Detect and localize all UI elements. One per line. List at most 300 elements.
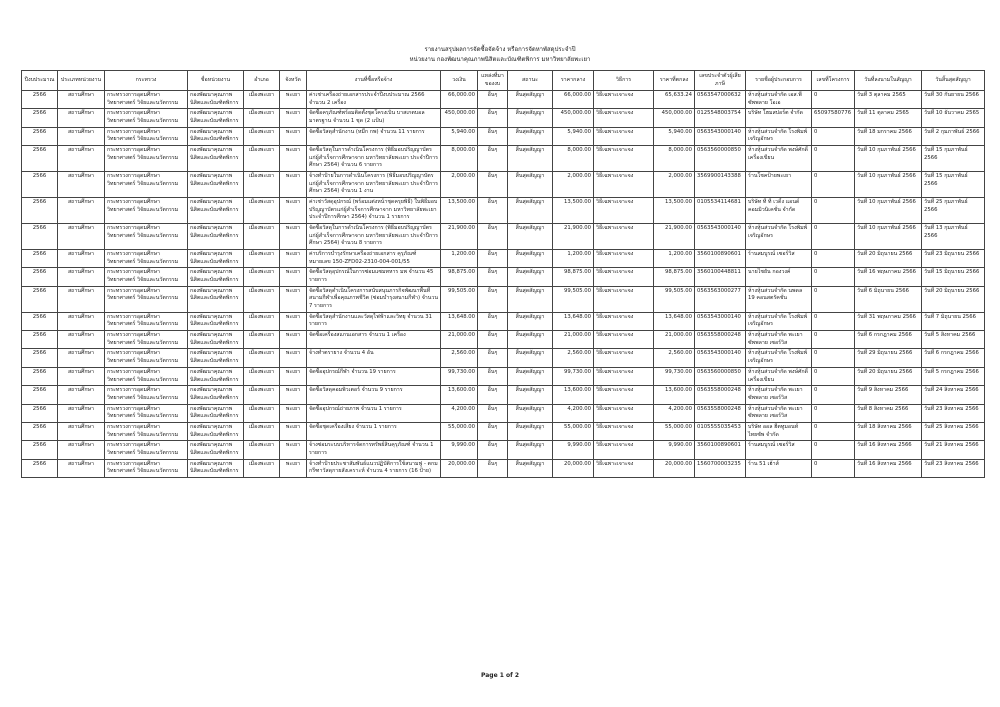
cell-method: วิธีเฉพาะเจาะจง xyxy=(594,404,654,422)
cell-agreed-price: 5,940.00 xyxy=(654,127,695,145)
cell-method: วิธีเฉพาะเจาะจง xyxy=(594,422,654,440)
cell-method: วิธีเฉพาะเจาะจง xyxy=(594,331,654,349)
cell-status: สิ้นสุดสัญญา xyxy=(508,127,553,145)
cell-status: สิ้นสุดสัญญา xyxy=(508,349,553,367)
cell-contract-date: วันที่ 6 มิถุนายน 2566 xyxy=(855,286,922,312)
cell-province: พะเยา xyxy=(280,459,307,477)
column-header-agreed-price: ราคาที่ตกลง xyxy=(654,71,695,91)
cell-project-number: 0 xyxy=(812,250,855,268)
cell-status: สิ้นสุดสัญญา xyxy=(508,331,553,349)
table-row xyxy=(22,109,985,127)
cell-median-price: 99,505.00 xyxy=(553,286,594,312)
column-header-end-date: วันสิ้นสุดสัญญา xyxy=(922,71,985,91)
cell-ministry: กระทรวงการอุดมศึกษา วิทยาศาสตร์ วิจัยและนวัตกรรม xyxy=(105,109,188,127)
cell-method: วิธีเฉพาะเจาะจง xyxy=(594,386,654,404)
cell-district: เมืองพะเยา xyxy=(244,386,280,404)
cell-budget: 8,000.00 xyxy=(441,146,478,172)
cell-ministry: กระทรวงการอุดมศึกษา วิทยาศาสตร์ วิจัยและนวัตกรรม xyxy=(105,198,188,224)
cell-median-price: 8,000.00 xyxy=(553,146,594,172)
cell-vendor-name: ห้างหุ้นส่วนจำกัด พงษ์ศักดิ์เครื่องเขียน xyxy=(746,367,812,385)
cell-project-number: 0 xyxy=(812,268,855,286)
cell-status: สิ้นสุดสัญญา xyxy=(508,286,553,312)
cell-ministry: กระทรวงการอุดมศึกษา วิทยาศาสตร์ วิจัยและนวัตกรรม xyxy=(105,422,188,440)
cell-province: พะเยา xyxy=(280,250,307,268)
cell-agency-name: กองพัฒนาคุณภาพนิสิตและบัณฑิตพิการ xyxy=(188,286,244,312)
cell-agreed-price: 21,900.00 xyxy=(654,224,695,250)
cell-district: เมืองพะเยา xyxy=(244,146,280,172)
cell-province: พะเยา xyxy=(280,312,307,330)
column-header-agency-name: ชื่อหน่วยงาน xyxy=(188,71,244,91)
cell-fiscal-year: 2566 xyxy=(22,367,58,385)
cell-method: วิธีเฉพาะเจาะจง xyxy=(594,367,654,385)
cell-tax-id: 0563558000248 xyxy=(695,331,746,349)
cell-agreed-price: 13,500.00 xyxy=(654,198,695,224)
cell-tax-id: 0563543000140 xyxy=(695,349,746,367)
cell-vendor-name: บริษัท ออล ฮีตทูมอนท์ ไทยซัพ จำกัด xyxy=(746,422,812,440)
cell-agency-type: สถานศึกษา xyxy=(58,422,105,440)
cell-median-price: 98,875.00 xyxy=(553,268,594,286)
cell-fiscal-year: 2566 xyxy=(22,386,58,404)
table-row xyxy=(22,386,985,404)
cell-province: พะเยา xyxy=(280,146,307,172)
cell-agency-name: กองพัฒนาคุณภาพนิสิตและบัณฑิตพิการ xyxy=(188,250,244,268)
cell-contract-date: วันที่ 18 มกราคม 2566 xyxy=(855,127,922,145)
cell-project-number: 0 xyxy=(812,224,855,250)
cell-end-date: วันที่ 23 สิงหาคม 2566 xyxy=(922,404,985,422)
cell-province: พะเยา xyxy=(280,127,307,145)
cell-agreed-price: 55,000.00 xyxy=(654,422,695,440)
cell-vendor-name: ห้างหุ้นส่วนจำกัด โรงพิมพ์เจริญอักษร xyxy=(746,224,812,250)
column-header-method: วิธีการ xyxy=(594,71,654,91)
page-number: Page 1 of 2 xyxy=(481,672,519,679)
cell-vendor-name: ห้างหุ้นส่วนจำกัด โรงพิมพ์เจริญอักษร xyxy=(746,312,812,330)
table-row xyxy=(22,331,985,349)
cell-district: เมืองพะเยา xyxy=(244,404,280,422)
column-header-item-description: งานที่ซื้อหรือจ้าง xyxy=(307,71,441,91)
table-row xyxy=(22,172,985,198)
cell-budget: 2,560.00 xyxy=(441,349,478,367)
cell-item-description: จ้างทำตรายาง จำนวน 4 อัน xyxy=(307,349,441,367)
cell-median-price: 21,000.00 xyxy=(553,331,594,349)
cell-province: พะเยา xyxy=(280,386,307,404)
cell-district: เมืองพะเยา xyxy=(244,91,280,109)
cell-province: พะเยา xyxy=(280,422,307,440)
cell-end-date: วันที่ 25 สิงหาคม 2566 xyxy=(922,422,985,440)
cell-contract-date: วันที่ 10 กุมภาพันธ์ 2566 xyxy=(855,172,922,198)
cell-contract-date: วันที่ 16 สิงหาคม 2566 xyxy=(855,441,922,459)
cell-agency-type: สถานศึกษา xyxy=(58,224,105,250)
cell-agreed-price: 13,600.00 xyxy=(654,386,695,404)
cell-tax-id: 0563563000277 xyxy=(695,286,746,312)
cell-median-price: 4,200.00 xyxy=(553,404,594,422)
cell-agency-name: กองพัฒนาคุณภาพนิสิตและบัณฑิตพิการ xyxy=(188,331,244,349)
cell-fiscal-year: 2566 xyxy=(22,331,58,349)
cell-method: วิธีเฉพาะเจาะจง xyxy=(594,109,654,127)
cell-status: สิ้นสุดสัญญา xyxy=(508,109,553,127)
cell-vendor-name: ห้างหุ้นส่วนจำกัด พะเยา ซัพพลาย เซอร์วิส xyxy=(746,404,812,422)
column-header-ministry: กระทรวง xyxy=(105,71,188,91)
cell-fund-source: อื่นๆ xyxy=(478,224,508,250)
cell-tax-id: 0563558000248 xyxy=(695,386,746,404)
column-header-fund-source: แหล่งที่มาของงบ xyxy=(478,71,508,91)
cell-project-number: 0 xyxy=(812,441,855,459)
cell-tax-id: 0563558000248 xyxy=(695,404,746,422)
cell-contract-date: วันที่ 29 มิถุนายน 2566 xyxy=(855,349,922,367)
cell-district: เมืองพะเยา xyxy=(244,459,280,477)
cell-method: วิธีเฉพาะเจาะจง xyxy=(594,459,654,477)
cell-ministry: กระทรวงการอุดมศึกษา วิทยาศาสตร์ วิจัยและนวัตกรรม xyxy=(105,331,188,349)
cell-vendor-name: ห้างหุ้นส่วนจำกัด พะเยา ซัพพลาย เซอร์วิส xyxy=(746,331,812,349)
cell-method: วิธีเฉพาะเจาะจง xyxy=(594,312,654,330)
cell-province: พะเยา xyxy=(280,198,307,224)
cell-contract-date: วันที่ 20 มิถุนายน 2566 xyxy=(855,250,922,268)
cell-contract-date: วันที่ 20 มิถุนายน 2566 xyxy=(855,367,922,385)
cell-district: เมืองพะเยา xyxy=(244,127,280,145)
cell-item-description: จ้างซ่อมระบบบริหารจัดการทรัพย์สินคุรุภัณฑ์ จำนวน 1 รายการ xyxy=(307,441,441,459)
cell-fiscal-year: 2566 xyxy=(22,250,58,268)
cell-item-description: ค่าเช่าเครื่องถ่ายเอกสารประจำปีงบประมาณ 2566 จำนวน 2 เครื่อง xyxy=(307,91,441,109)
cell-agency-type: สถานศึกษา xyxy=(58,367,105,385)
cell-agency-name: กองพัฒนาคุณภาพนิสิตและบัณฑิตพิการ xyxy=(188,224,244,250)
cell-ministry: กระทรวงการอุดมศึกษา วิทยาศาสตร์ วิจัยและนวัตกรรม xyxy=(105,286,188,312)
table-row xyxy=(22,441,985,459)
cell-project-number: 0 xyxy=(812,146,855,172)
cell-contract-date: วันที่ 31 พฤษภาคม 2566 xyxy=(855,312,922,330)
cell-budget: 98,875.00 xyxy=(441,268,478,286)
cell-agency-type: สถานศึกษา xyxy=(58,127,105,145)
cell-agency-type: สถานศึกษา xyxy=(58,109,105,127)
cell-method: วิธีเฉพาะเจาะจง xyxy=(594,349,654,367)
table-row xyxy=(22,422,985,440)
cell-agency-name: กองพัฒนาคุณภาพนิสิตและบัณฑิตพิการ xyxy=(188,109,244,127)
cell-vendor-name: ร้านสมบูรณ์ เซอร์วิส xyxy=(746,250,812,268)
cell-fund-source: อื่นๆ xyxy=(478,198,508,224)
cell-item-description: จัดซื้อวัสดุสำนักงาน (หมึก กพ) จำนวน 11 รายการ xyxy=(307,127,441,145)
cell-province: พะเยา xyxy=(280,172,307,198)
cell-agreed-price: 2,000.00 xyxy=(654,172,695,198)
cell-budget: 9,990.00 xyxy=(441,441,478,459)
cell-agreed-price: 99,505.00 xyxy=(654,286,695,312)
cell-vendor-name: บริษัท ที ที เวดิ้ง แอนด์ คอมมิวนิเคชั่น จำกัด xyxy=(746,198,812,224)
report-title: รายงานสรุปผลการจัดซื้อจัดจ้าง หรือการจัดหาพัสดุประจำปี xyxy=(424,46,576,53)
cell-project-number: 0 xyxy=(812,286,855,312)
cell-vendor-name: นายไชยัน กองวงค์ xyxy=(746,268,812,286)
cell-median-price: 55,000.00 xyxy=(553,422,594,440)
cell-agency-type: สถานศึกษา xyxy=(58,146,105,172)
cell-province: พะเยา xyxy=(280,268,307,286)
cell-status: สิ้นสุดสัญญา xyxy=(508,250,553,268)
cell-agreed-price: 99,730.00 xyxy=(654,367,695,385)
cell-method: วิธีเฉพาะเจาะจง xyxy=(594,286,654,312)
column-header-province: จังหวัด xyxy=(280,71,307,91)
cell-fund-source: อื่นๆ xyxy=(478,172,508,198)
cell-province: พะเยา xyxy=(280,349,307,367)
cell-budget: 2,000.00 xyxy=(441,172,478,198)
cell-agency-type: สถานศึกษา xyxy=(58,172,105,198)
cell-fiscal-year: 2566 xyxy=(22,172,58,198)
cell-tax-id: 0563543000140 xyxy=(695,127,746,145)
cell-median-price: 20,000.00 xyxy=(553,459,594,477)
cell-ministry: กระทรวงการอุดมศึกษา วิทยาศาสตร์ วิจัยและนวัตกรรม xyxy=(105,459,188,477)
table-row xyxy=(22,349,985,367)
cell-vendor-name: ร้านสมบูรณ์ เซอร์วิส xyxy=(746,441,812,459)
cell-project-number: 0 xyxy=(812,91,855,109)
table-row xyxy=(22,91,985,109)
column-header-status: สถานะ xyxy=(508,71,553,91)
cell-method: วิธีเฉพาะเจาะจง xyxy=(594,268,654,286)
cell-method: วิธีเฉพาะเจาะจง xyxy=(594,172,654,198)
cell-end-date: วันที่ 20 มิถุนายน 2566 xyxy=(922,286,985,312)
cell-district: เมืองพะเยา xyxy=(244,224,280,250)
cell-fund-source: อื่นๆ xyxy=(478,146,508,172)
cell-province: พะเยา xyxy=(280,331,307,349)
cell-vendor-name: ห้างหุ้นส่วนจำกัด โรงพิมพ์เจริญอักษร xyxy=(746,127,812,145)
cell-item-description: ค่าเช่าวัสดุอุปกรณ์ (พร้อมแต่งหน้าชุดครุยพิธี) ในพิธีมอบปริญญาบัตรแก่ผู้สำเร็จการศึกษาจาก มหาวิทยาลัยพะเยา ประจำปีการศึกษา 2564) จำนวน 1 รายการ xyxy=(307,198,441,224)
cell-vendor-name: ห้างหุ้นส่วนจำกัด นพดล 19 คอนสตรัคชั่น xyxy=(746,286,812,312)
cell-budget: 99,505.00 xyxy=(441,286,478,312)
cell-tax-id: 0563543000140 xyxy=(695,224,746,250)
cell-contract-date: วันที่ 9 สิงหาคม 2566 xyxy=(855,386,922,404)
cell-agency-type: สถานศึกษา xyxy=(58,286,105,312)
cell-status: สิ้นสุดสัญญา xyxy=(508,146,553,172)
cell-contract-date: วันที่ 11 ตุลาคม 2565 xyxy=(855,109,922,127)
cell-tax-id: 0125548003754 xyxy=(695,109,746,127)
cell-agency-type: สถานศึกษา xyxy=(58,441,105,459)
cell-fund-source: อื่นๆ xyxy=(478,422,508,440)
column-header-tax-id: เลขประจำตัวผู้เสียภาษี xyxy=(695,71,746,91)
cell-vendor-name: ห้างหุ้นส่วนจำกัด เอส.พี ซัพพลาย โอเอ xyxy=(746,91,812,109)
cell-fund-source: อื่นๆ xyxy=(478,441,508,459)
cell-tax-id: 3560100890601 xyxy=(695,441,746,459)
cell-project-number: 0 xyxy=(812,127,855,145)
cell-status: สิ้นสุดสัญญา xyxy=(508,268,553,286)
cell-tax-id: 0563560000850 xyxy=(695,367,746,385)
cell-budget: 13,500.00 xyxy=(441,198,478,224)
cell-district: เมืองพะเยา xyxy=(244,331,280,349)
cell-agency-name: กองพัฒนาคุณภาพนิสิตและบัณฑิตพิการ xyxy=(188,198,244,224)
cell-ministry: กระทรวงการอุดมศึกษา วิทยาศาสตร์ วิจัยและนวัตกรรม xyxy=(105,146,188,172)
cell-fund-source: อื่นๆ xyxy=(478,404,508,422)
column-header-fiscal-year: ปีงบประมาณ xyxy=(22,71,58,91)
cell-budget: 4,200.00 xyxy=(441,404,478,422)
cell-end-date: วันที่ 15 กุมภาพันธ์ 2566 xyxy=(922,172,985,198)
cell-method: วิธีเฉพาะเจาะจง xyxy=(594,441,654,459)
cell-ministry: กระทรวงการอุดมศึกษา วิทยาศาสตร์ วิจัยและนวัตกรรม xyxy=(105,172,188,198)
cell-status: สิ้นสุดสัญญา xyxy=(508,386,553,404)
cell-district: เมืองพะเยา xyxy=(244,422,280,440)
cell-contract-date: วันที่ 8 สิงหาคม 2566 xyxy=(855,404,922,422)
cell-ministry: กระทรวงการอุดมศึกษา วิทยาศาสตร์ วิจัยและนวัตกรรม xyxy=(105,312,188,330)
cell-status: สิ้นสุดสัญญา xyxy=(508,172,553,198)
cell-item-description: จัดซื้อวัสดุสำนักงานและวัสดุไฟฟ้าและวิทยุ จำนวน 31 รายการ xyxy=(307,312,441,330)
cell-tax-id: 0563547000632 xyxy=(695,91,746,109)
cell-budget: 1,200.00 xyxy=(441,250,478,268)
cell-project-number: 65097580776 xyxy=(812,109,855,127)
cell-median-price: 13,500.00 xyxy=(553,198,594,224)
cell-median-price: 66,000.00 xyxy=(553,91,594,109)
cell-median-price: 1,200.00 xyxy=(553,250,594,268)
cell-agency-name: กองพัฒนาคุณภาพนิสิตและบัณฑิตพิการ xyxy=(188,404,244,422)
cell-budget: 21,000.00 xyxy=(441,331,478,349)
cell-project-number: 0 xyxy=(812,386,855,404)
table-row xyxy=(22,286,985,312)
cell-agency-name: กองพัฒนาคุณภาพนิสิตและบัณฑิตพิการ xyxy=(188,459,244,477)
cell-project-number: 0 xyxy=(812,312,855,330)
cell-vendor-name: ร้านโชคป้ายพะเยา xyxy=(746,172,812,198)
column-header-budget: วงเงิน xyxy=(441,71,478,91)
table-row xyxy=(22,367,985,385)
cell-fiscal-year: 2566 xyxy=(22,459,58,477)
cell-item-description: จ้างทำป้ายในการดำเนินโครงการ (พิธีมอบปริญญาบัตรแก่ผู้สำเร็จการศึกษาจาก มหาวิทยาลัยพะเยา ประจำปีการศึกษา 2564) จำนวน 1 งาน xyxy=(307,172,441,198)
cell-ministry: กระทรวงการอุดมศึกษา วิทยาศาสตร์ วิจัยและนวัตกรรม xyxy=(105,386,188,404)
cell-status: สิ้นสุดสัญญา xyxy=(508,198,553,224)
procurement-table xyxy=(21,70,985,478)
cell-end-date: วันที่ 13 กุมภาพันธ์ 2566 xyxy=(922,224,985,250)
cell-fund-source: อื่นๆ xyxy=(478,91,508,109)
table-row xyxy=(22,127,985,145)
cell-province: พะเยา xyxy=(280,404,307,422)
cell-agreed-price: 8,000.00 xyxy=(654,146,695,172)
cell-agreed-price: 13,648.00 xyxy=(654,312,695,330)
cell-median-price: 450,000.00 xyxy=(553,109,594,127)
table-row xyxy=(22,224,985,250)
cell-item-description: จัดซื้อเครื่องสแกนเอกสาร จำนวน 1 เครื่อง xyxy=(307,331,441,349)
cell-agreed-price: 450,000.00 xyxy=(654,109,695,127)
cell-agreed-price: 2,560.00 xyxy=(654,349,695,367)
cell-vendor-name: บริษัท โฮมสปอร์ต จำกัด xyxy=(746,109,812,127)
column-header-contract-date: วันที่ลงนามในสัญญา xyxy=(855,71,922,91)
cell-budget: 21,900.00 xyxy=(441,224,478,250)
cell-district: เมืองพะเยา xyxy=(244,441,280,459)
cell-fund-source: อื่นๆ xyxy=(478,312,508,330)
cell-item-description: จ้างทำป้ายประชาสัมพันธ์แนวปฏิบัติการใช้สนามฟู - ตกม กรีฑาวัสดุกายสังเคราะห์ จำนวน 4 รายการ (16 ป้าย) xyxy=(307,459,441,477)
cell-fiscal-year: 2566 xyxy=(22,127,58,145)
cell-method: วิธีเฉพาะเจาะจง xyxy=(594,250,654,268)
cell-project-number: 0 xyxy=(812,172,855,198)
cell-project-number: 0 xyxy=(812,367,855,385)
cell-project-number: 0 xyxy=(812,404,855,422)
cell-fund-source: อื่นๆ xyxy=(478,109,508,127)
cell-status: สิ้นสุดสัญญา xyxy=(508,404,553,422)
cell-median-price: 5,940.00 xyxy=(553,127,594,145)
cell-vendor-name: ห้างหุ้นส่วนจำกัด โรงพิมพ์เจริญอักษร xyxy=(746,349,812,367)
cell-contract-date: วันที่ 16 พฤษภาคม 2566 xyxy=(855,268,922,286)
cell-item-description: จัดซื้ออุปกรณ์ถ่ายภาพ จำนวน 1 รายการ xyxy=(307,404,441,422)
cell-agency-type: สถานศึกษา xyxy=(58,91,105,109)
cell-fund-source: อื่นๆ xyxy=(478,250,508,268)
cell-province: พะเยา xyxy=(280,367,307,385)
cell-item-description: จัดซื้อวัสดุอุปกรณ์ในการซ่อมแซมทหาร มพ จำนวน 45 รายการ xyxy=(307,268,441,286)
cell-end-date: วันที่ 23 มิถุนายน 2566 xyxy=(922,250,985,268)
cell-agency-type: สถานศึกษา xyxy=(58,459,105,477)
cell-item-description: ค่าบริการบำรุงรักษาเครื่องถ่ายเอกสาร คุรุภัณฑ์หมายเลข 150-ZFD02-2310-004-001/55 xyxy=(307,250,441,268)
cell-tax-id: 3560100890601 xyxy=(695,250,746,268)
table-row xyxy=(22,312,985,330)
column-header-agency-type: ประเภทหน่วยงาน xyxy=(58,71,105,91)
cell-ministry: กระทรวงการอุดมศึกษา วิทยาศาสตร์ วิจัยและนวัตกรรม xyxy=(105,441,188,459)
cell-ministry: กระทรวงการอุดมศึกษา วิทยาศาสตร์ วิจัยและนวัตกรรม xyxy=(105,224,188,250)
cell-status: สิ้นสุดสัญญา xyxy=(508,459,553,477)
cell-ministry: กระทรวงการอุดมศึกษา วิทยาศาสตร์ วิจัยและนวัตกรรม xyxy=(105,268,188,286)
cell-agency-type: สถานศึกษา xyxy=(58,268,105,286)
cell-contract-date: วันที่ 10 กุมภาพันธ์ 2566 xyxy=(855,224,922,250)
cell-median-price: 13,648.00 xyxy=(553,312,594,330)
cell-item-description: จัดซื้อครุภัณฑ์พร้อมติดตั้งชุดโครงเบิน บาสเกตบอลมาตรฐาน จำนวน 1 ชุด (2 แป้น) xyxy=(307,109,441,127)
cell-end-date: วันที่ 24 สิงหาคม 2566 xyxy=(922,386,985,404)
cell-end-date: วันที่ 6 กรกฎาคม 2566 xyxy=(922,349,985,367)
cell-district: เมืองพะเยา xyxy=(244,349,280,367)
cell-agency-type: สถานศึกษา xyxy=(58,198,105,224)
cell-agreed-price: 21,000.00 xyxy=(654,331,695,349)
table-row xyxy=(22,268,985,286)
table-row xyxy=(22,404,985,422)
cell-status: สิ้นสุดสัญญา xyxy=(508,91,553,109)
cell-district: เมืองพะเยา xyxy=(244,250,280,268)
cell-agreed-price: 1,200.00 xyxy=(654,250,695,268)
cell-agency-name: กองพัฒนาคุณภาพนิสิตและบัณฑิตพิการ xyxy=(188,312,244,330)
cell-median-price: 2,000.00 xyxy=(553,172,594,198)
cell-district: เมืองพะเยา xyxy=(244,109,280,127)
cell-fiscal-year: 2566 xyxy=(22,286,58,312)
cell-contract-date: วันที่ 10 กุมภาพันธ์ 2566 xyxy=(855,146,922,172)
cell-budget: 99,730.00 xyxy=(441,367,478,385)
cell-method: วิธีเฉพาะเจาะจง xyxy=(594,91,654,109)
cell-contract-date: วันที่ 10 กุมภาพันธ์ 2566 xyxy=(855,198,922,224)
cell-item-description: จัดซื้อวัสดุคอมพิวเตอร์ จำนวน 9 รายการ xyxy=(307,386,441,404)
cell-contract-date: วันที่ 16 สิงหาคม 2566 xyxy=(855,459,922,477)
cell-agency-type: สถานศึกษา xyxy=(58,312,105,330)
cell-agency-name: กองพัฒนาคุณภาพนิสิตและบัณฑิตพิการ xyxy=(188,91,244,109)
cell-fiscal-year: 2566 xyxy=(22,109,58,127)
cell-fiscal-year: 2566 xyxy=(22,198,58,224)
cell-method: วิธีเฉพาะเจาะจง xyxy=(594,127,654,145)
cell-tax-id: 0563560000850 xyxy=(695,146,746,172)
cell-status: สิ้นสุดสัญญา xyxy=(508,422,553,440)
cell-status: สิ้นสุดสัญญา xyxy=(508,367,553,385)
cell-vendor-name: ร้าน 51 เฮ้าส์ xyxy=(746,459,812,477)
cell-province: พะเยา xyxy=(280,109,307,127)
cell-status: สิ้นสุดสัญญา xyxy=(508,312,553,330)
cell-median-price: 21,900.00 xyxy=(553,224,594,250)
cell-vendor-name: ห้างหุ้นส่วนจำกัด พงษ์ศักดิ์เครื่องเขียน xyxy=(746,146,812,172)
table-row xyxy=(22,146,985,172)
cell-ministry: กระทรวงการอุดมศึกษา วิทยาศาสตร์ วิจัยและนวัตกรรม xyxy=(105,404,188,422)
cell-agency-type: สถานศึกษา xyxy=(58,331,105,349)
cell-project-number: 0 xyxy=(812,198,855,224)
cell-item-description: จัดซื้อวัสดุในการดำเนินโครงการ (พิธีมอบปริญญาบัตรแก่ผู้สำเร็จการศึกษาจาก มหาวิทยาลัยพะเยา ประจำปีการศึกษา 2564) จำนวน 8 รายการ xyxy=(307,224,441,250)
cell-method: วิธีเฉพาะเจาะจง xyxy=(594,146,654,172)
cell-fiscal-year: 2566 xyxy=(22,91,58,109)
table-row xyxy=(22,459,985,477)
cell-contract-date: วันที่ 18 สิงหาคม 2566 xyxy=(855,422,922,440)
cell-province: พะเยา xyxy=(280,91,307,109)
cell-district: เมืองพะเยา xyxy=(244,312,280,330)
cell-median-price: 2,560.00 xyxy=(553,349,594,367)
cell-end-date: วันที่ 2 กุมภาพันธ์ 2566 xyxy=(922,127,985,145)
cell-agency-name: กองพัฒนาคุณภาพนิสิตและบัณฑิตพิการ xyxy=(188,386,244,404)
cell-fiscal-year: 2566 xyxy=(22,404,58,422)
cell-fund-source: อื่นๆ xyxy=(478,367,508,385)
cell-province: พะเยา xyxy=(280,224,307,250)
cell-district: เมืองพะเยา xyxy=(244,268,280,286)
cell-agency-name: กองพัฒนาคุณภาพนิสิตและบัณฑิตพิการ xyxy=(188,349,244,367)
cell-ministry: กระทรวงการอุดมศึกษา วิทยาศาสตร์ วิจัยและนวัตกรรม xyxy=(105,367,188,385)
cell-end-date: วันที่ 30 กันยายน 2566 xyxy=(922,91,985,109)
cell-district: เมืองพะเยา xyxy=(244,286,280,312)
cell-fund-source: อื่นๆ xyxy=(478,349,508,367)
cell-fiscal-year: 2566 xyxy=(22,422,58,440)
cell-tax-id: 3569900143388 xyxy=(695,172,746,198)
